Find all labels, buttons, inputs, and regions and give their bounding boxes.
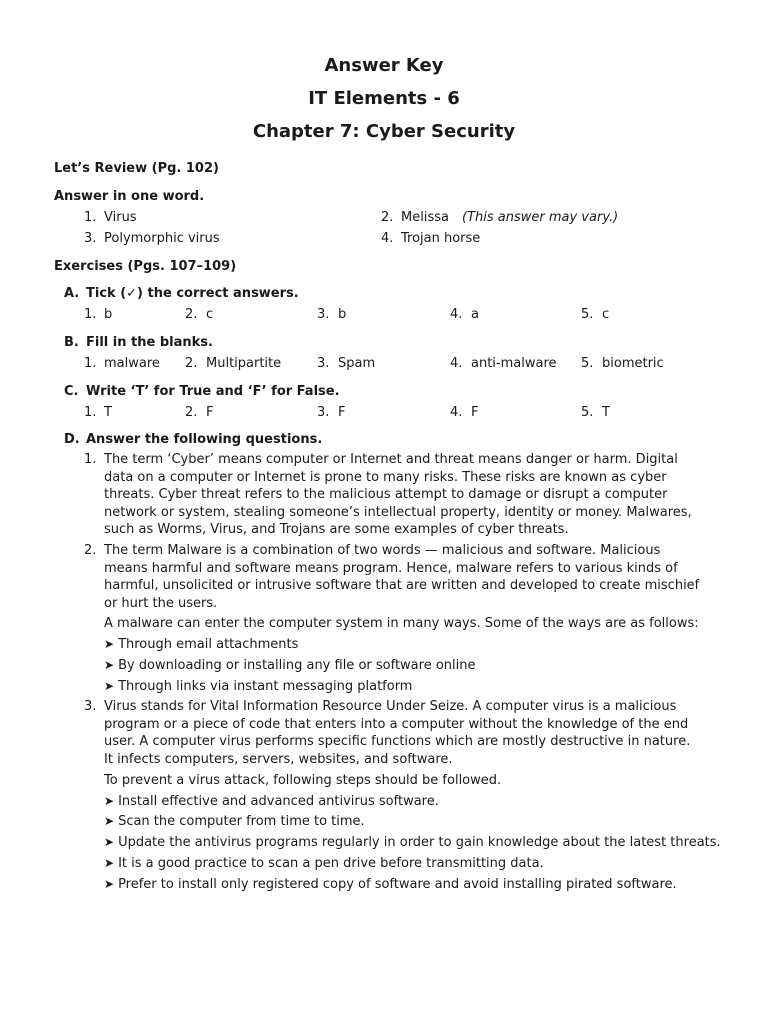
review-item-note: (This answer may vary.) [462,210,619,225]
answer-value: a [471,307,479,322]
review-item-text: Trojan horse [401,231,481,246]
answer-num: 4. [450,307,463,322]
section-a-text: Tick (✓) the correct answers. [86,286,299,301]
answer-value: F [206,405,214,420]
answer-value: F [338,405,346,420]
question-2-answer: The term Malware is a combination of two words — malicious and software. Malicious means harmful and software means program. Hence, malware refers to various kinds of harmful, unsolicited or intrusive software that are written and developed to create mischief or hurt the users. [104,543,700,611]
chapter-title: Chapter 7: Cyber Security [252,121,516,142]
review-item-num: 1. [84,210,97,225]
review-item-num: 4. [381,231,394,246]
answer-num: 3. [317,405,330,420]
bullet-item: ➤ Through links via instant messaging platform [104,679,413,694]
review-item-num: 3. [84,231,97,246]
bullet-item: ➤ Prefer to install only registered copy of software and avoid installing pirated software. [104,877,677,892]
bullet-item: ➤ Through email attachments [104,637,299,652]
bullet-item: ➤ Update the antivirus programs regularly in order to gain knowledge about the latest threats. [104,835,721,850]
bullet-item: ➤ By downloading or installing any file or software online [104,658,476,673]
arrow-bullet-icon: ➤ [104,658,115,672]
review-item-text: Virus [104,210,137,225]
section-a-label: A. [64,286,80,301]
answer-num: 5. [581,405,594,420]
answer-num: 3. [317,356,330,371]
review-heading: Let’s Review (Pg. 102) [54,161,219,176]
answer-num: 5. [581,356,594,371]
section-c-text: Write ‘T’ for True and ‘F’ for False. [86,384,340,399]
answer-value: F [471,405,479,420]
question-3-answer: Virus stands for Vital Information Resource Under Seize. A computer virus is a malicious program or a piece of code that enters into a computer without the knowledge of the end user. A computer virus performs specific functions which are mostly destructive in nature. It infects computers, servers, websites, and software. [104,699,691,767]
review-instruction: Answer in one word. [54,189,205,204]
answer-value: Spam [338,356,376,371]
answer-value: malware [104,356,160,371]
question-num: 3. [84,699,97,714]
bullet-item: ➤ Scan the computer from time to time. [104,814,365,829]
arrow-bullet-icon: ➤ [104,637,115,651]
book-title: IT Elements - 6 [308,88,460,109]
bullet-item: ➤ It is a good practice to scan a pen drive before transmitting data. [104,856,544,871]
answer-value: anti-malware [471,356,557,371]
answer-num: 2. [185,356,198,371]
answer-num: 2. [185,405,198,420]
answer-value: b [338,307,347,322]
answer-num: 1. [84,356,97,371]
section-b-label: B. [64,335,79,350]
question-num: 2. [84,543,97,558]
bullet-item: ➤ Install effective and advanced antivirus software. [104,794,439,809]
answer-num: 3. [317,307,330,322]
arrow-bullet-icon: ➤ [104,835,115,849]
section-d-text: Answer the following questions. [86,432,323,447]
section-d-label: D. [64,432,80,447]
arrow-bullet-icon: ➤ [104,814,115,828]
answer-value: biometric [602,356,664,371]
arrow-bullet-icon: ➤ [104,877,115,891]
page-title: Answer Key [324,55,444,76]
question-num: 1. [84,452,97,467]
review-item-text: Polymorphic virus [104,231,220,246]
arrow-bullet-icon: ➤ [104,679,115,693]
answer-num: 4. [450,405,463,420]
arrow-bullet-icon: ➤ [104,856,115,870]
question-1-answer: The term ‘Cyber’ means computer or Internet and threat means danger or harm. Digital data on a computer or Internet is prone to many risks. These risks are known as cyber threats. Cyber threat refers to the malicious attempt to damage or disrupt a computer network or system, stealing someone’s intellectual property, identity or money. Malwares, such as Worms, Virus, and Trojans are some examples of cyber threats. [104,452,692,537]
answer-value: T [602,405,610,420]
question-2-intro: A malware can enter the computer system in many ways. Some of the ways are as follows: [104,616,699,631]
answer-num: 2. [185,307,198,322]
section-c-label: C. [64,384,79,399]
answer-value: c [206,307,214,322]
arrow-bullet-icon: ➤ [104,794,115,808]
answer-value: T [104,405,112,420]
answer-num: 5. [581,307,594,322]
question-3-intro: To prevent a virus attack, following steps should be followed. [104,773,502,788]
answer-num: 1. [84,307,97,322]
answer-value: c [602,307,610,322]
answer-value: Multipartite [206,356,282,371]
answer-num: 1. [84,405,97,420]
exercises-heading: Exercises (Pgs. 107–109) [54,259,237,274]
review-item-num: 2. [381,210,394,225]
review-item-text: Melissa [401,210,449,225]
section-b-text: Fill in the blanks. [86,335,213,350]
answer-value: b [104,307,113,322]
answer-num: 4. [450,356,463,371]
